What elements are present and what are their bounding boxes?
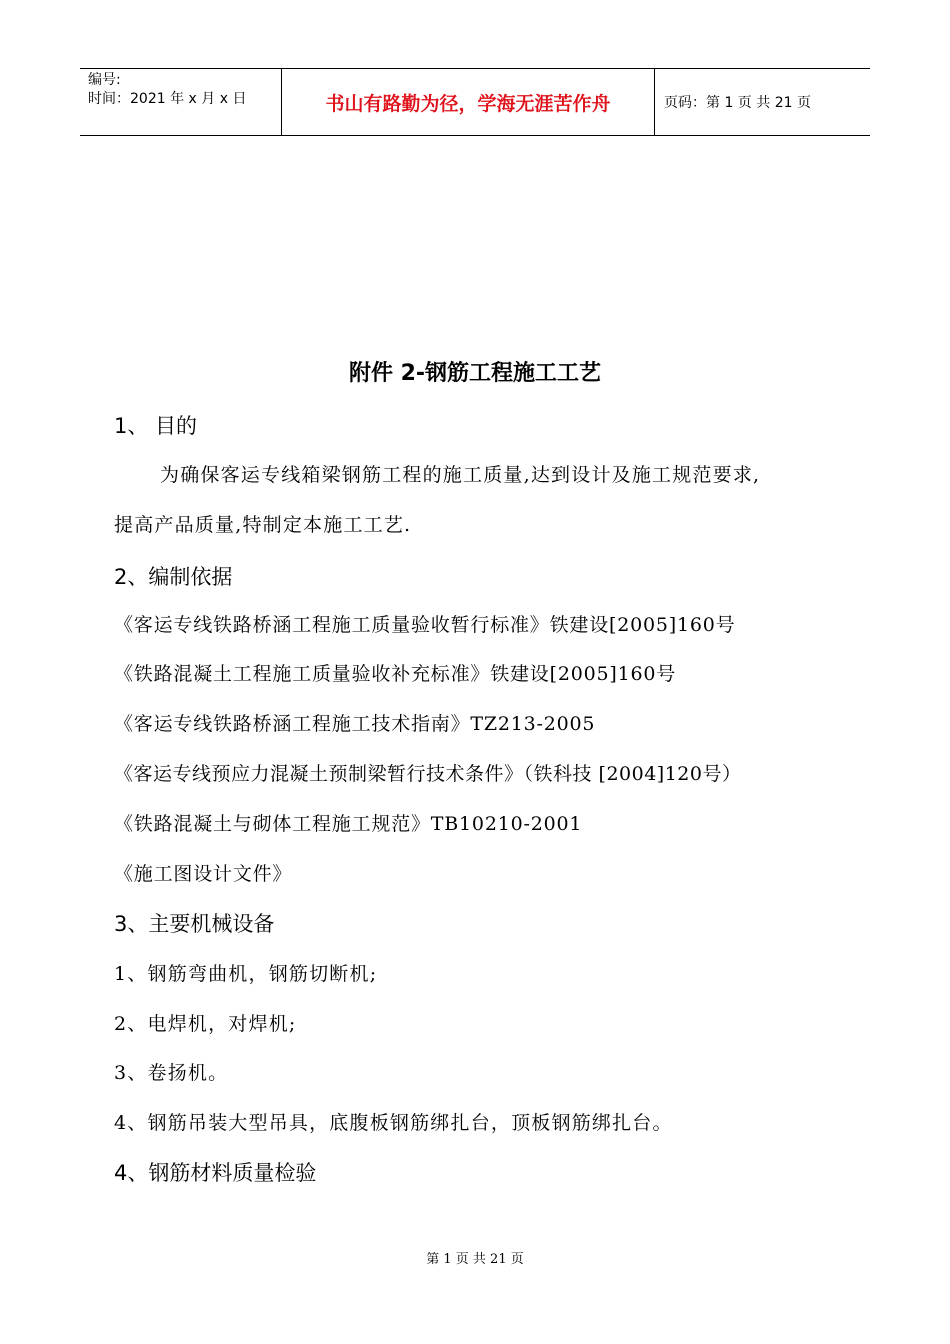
section-4-heading: 4、钢筋材料质量检验 xyxy=(114,1161,317,1185)
header-page-info: 页码：第 1 页 共 21 页 xyxy=(664,95,811,111)
section-2-heading: 2、编制依据 xyxy=(114,565,233,589)
section-1-heading: 1、 目的 xyxy=(114,414,198,438)
header-number-label: 编号: xyxy=(88,72,121,88)
page-header xyxy=(80,68,870,136)
equipment-item: 2、电焊机，对焊机; xyxy=(114,1013,297,1035)
equipment-item: 3、卷扬机。 xyxy=(114,1062,229,1084)
reference-item: 《客运专线预应力混凝土预制梁暂行技术条件》（铁科技 [2004]120号） xyxy=(114,763,742,785)
reference-item: 《铁路混凝土工程施工质量验收补充标准》铁建设[2005]160号 xyxy=(114,663,677,685)
reference-item: 《施工图设计文件》 xyxy=(114,863,293,885)
header-divider-right xyxy=(654,69,655,135)
header-date-label: 时间：2021 年 x 月 x 日 xyxy=(88,91,247,107)
reference-item: 《客运专线铁路桥涵工程施工质量验收暂行标准》铁建设[2005]160号 xyxy=(114,614,736,636)
equipment-item: 1、钢筋弯曲机，钢筋切断机; xyxy=(114,963,378,985)
reference-item: 《客运专线铁路桥涵工程施工技术指南》TZ213-2005 xyxy=(114,713,596,735)
header-motto: 书山有路勤为径，学海无涯苦作舟 xyxy=(325,93,611,115)
page-footer: 第 1 页 共 21 页 xyxy=(426,1252,524,1267)
section-1-paragraph-line-1: 为确保客运专线箱梁钢筋工程的施工质量,达到设计及施工规范要求, xyxy=(160,464,761,486)
section-3-heading: 3、主要机械设备 xyxy=(114,912,275,936)
section-1-paragraph-line-2: 提高产品质量,特制定本施工工艺. xyxy=(114,514,412,536)
equipment-item: 4、钢筋吊装大型吊具，底腹板钢筋绑扎台，顶板钢筋绑扎台。 xyxy=(114,1112,673,1134)
header-meta xyxy=(88,71,288,109)
reference-item: 《铁路混凝土与砌体工程施工规范》TB10210-2001 xyxy=(114,813,583,835)
document-title: 附件 2-钢筋工程施工工艺 xyxy=(348,361,602,386)
